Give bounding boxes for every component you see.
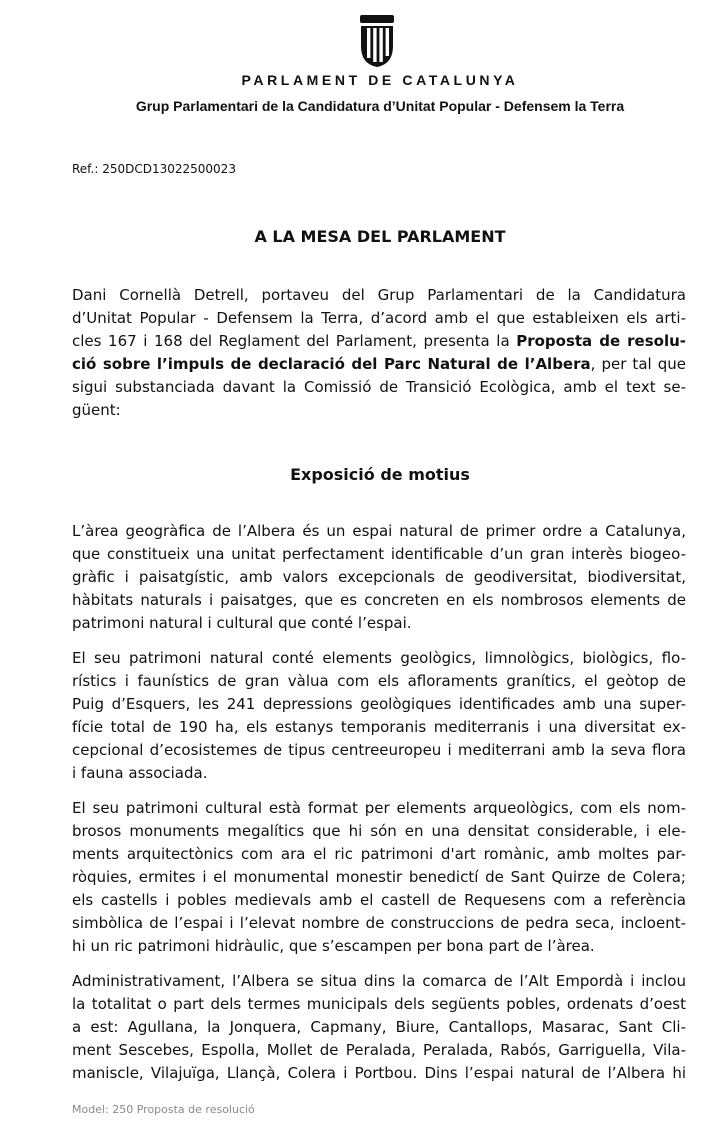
paragraph-line: gràfic i paisatgístic, amb valors excepcionals de geodiversitat, biodiversitat, [72,568,686,586]
paragraph [72,647,686,785]
paragraph-line: brosos monuments megalítics que hi són en una densitat considerable, i ele- [72,822,686,840]
paragraph-line: fície total de 190 ha, els estanys temporanis mediterranis i una diversitat ex- [72,718,686,736]
paragraph-line: L’àrea geogràfica de l’Albera és un espai natural de primer ordre a Catalunya, [72,522,686,540]
paragraph [72,970,686,1085]
paragraph-line: ment Sescebes, Espolla, Mollet de Peralada, Peralada, Rabós, Garriguella, Vila- [72,1041,686,1059]
paragraph-line: Puig d’Esquers, les 241 depressions geològiques identificades amb una super- [72,695,686,713]
paragraph-line: a est: Agullana, la Jonquera, Capmany, Biure, Cantallops, Masarac, Sant Cli- [72,1018,686,1036]
paragraph-line: simbòlica de l’espai i l’elevat nombre de construccions de pedra seca, incloent- [72,914,686,932]
intro-paragraph [72,284,686,422]
paragraph-line: El seu patrimoni natural conté elements geològics, limnològics, biològics, flo- [72,649,686,667]
text-run: güent: [72,401,121,419]
paragraph-line: ments arquitectònics com ara el ric patrimoni d'art romànic, amb moltes par- [72,845,686,863]
text-run: Dani Cornellà Detrell, portaveu del Grup Parlamentari de la Candidatura [72,286,686,304]
paragraph-line: hàbitats naturals i paisatges, que es concreten en els nombrosos elements de [72,591,686,609]
paragraph-line: ròquies, ermites i el monumental monestir benedictí de Sant Quirze de Colera; [72,868,686,886]
intro-line [72,353,686,376]
paragraph-line: que constitueix una unitat perfectament identificable d’un gran interès biogeo- [72,545,686,563]
paragraph [72,520,686,635]
bold-text: ció sobre l’impuls de declaració del Parc Natural de l’Albera [72,355,591,373]
paragraph-line: Administrativament, l’Albera se situa dins la comarca de l’Alt Empordà i inclou [72,972,686,990]
parliamentary-group-name: Grup Parlamentari de la Candidatura d’Unitat Popular - Defensem la Terra [135,98,625,114]
paragraph-line: maniscle, Vilajuïga, Llançà, Colera i Portbou. Dins l’espai natural de l’Albera hi [72,1064,686,1082]
paragraph [72,797,686,958]
paragraph-line: El seu patrimoni cultural està format per elements arqueològics, com els nom- [72,799,686,817]
paragraph-line: i fauna associada. [72,764,208,782]
paragraph-line: patrimoni natural i cultural que conté l’espai. [72,614,412,632]
addressee-heading: A LA MESA DEL PARLAMENT [254,227,506,246]
section-title: Exposició de motius [290,465,470,484]
text-run: cles 167 i 168 del Reglament del Parlament, presenta la [72,332,517,350]
intro-line [72,399,686,422]
page-footer: Model: 250 Proposta de resolució [72,1103,255,1116]
text-run: sigui substanciada davant la Comissió de Transició Ecològica, amb el text se- [72,378,686,396]
parliament-coat-of-arms-logo [359,14,395,68]
parliament-name: PARLAMENT DE CATALUNYA [241,72,519,88]
paragraph-line: els castells i pobles medievals amb el castell de Requesens com a referència [72,891,686,909]
intro-line [72,376,686,399]
intro-line [72,307,686,330]
bold-text: Proposta de resolu- [516,332,686,350]
paragraph-line: cepcional d’ecosistemes de tipus centreeuropeu i mediterrani amb la seva flora [72,741,686,759]
text-run: , per tal que [590,355,686,373]
paragraph-line: rístics i faunístics de gran vàlua com els afloraments granítics, el geòtop de [72,672,686,690]
paragraph-line: la totalitat o part dels termes municipals dels següents pobles, ordenats d’oest [72,995,686,1013]
intro-line [72,330,686,353]
reference-number: Ref.: 250DCD13022500023 [72,162,236,176]
text-run: d’Unitat Popular - Defensem la Terra, d’acord amb el que estableixen els arti- [72,309,686,327]
intro-line [72,284,686,307]
body-text [72,520,686,1085]
paragraph-line: hi un ric patrimoni hidràulic, que s’escampen per bona part de l’àrea. [72,937,595,955]
